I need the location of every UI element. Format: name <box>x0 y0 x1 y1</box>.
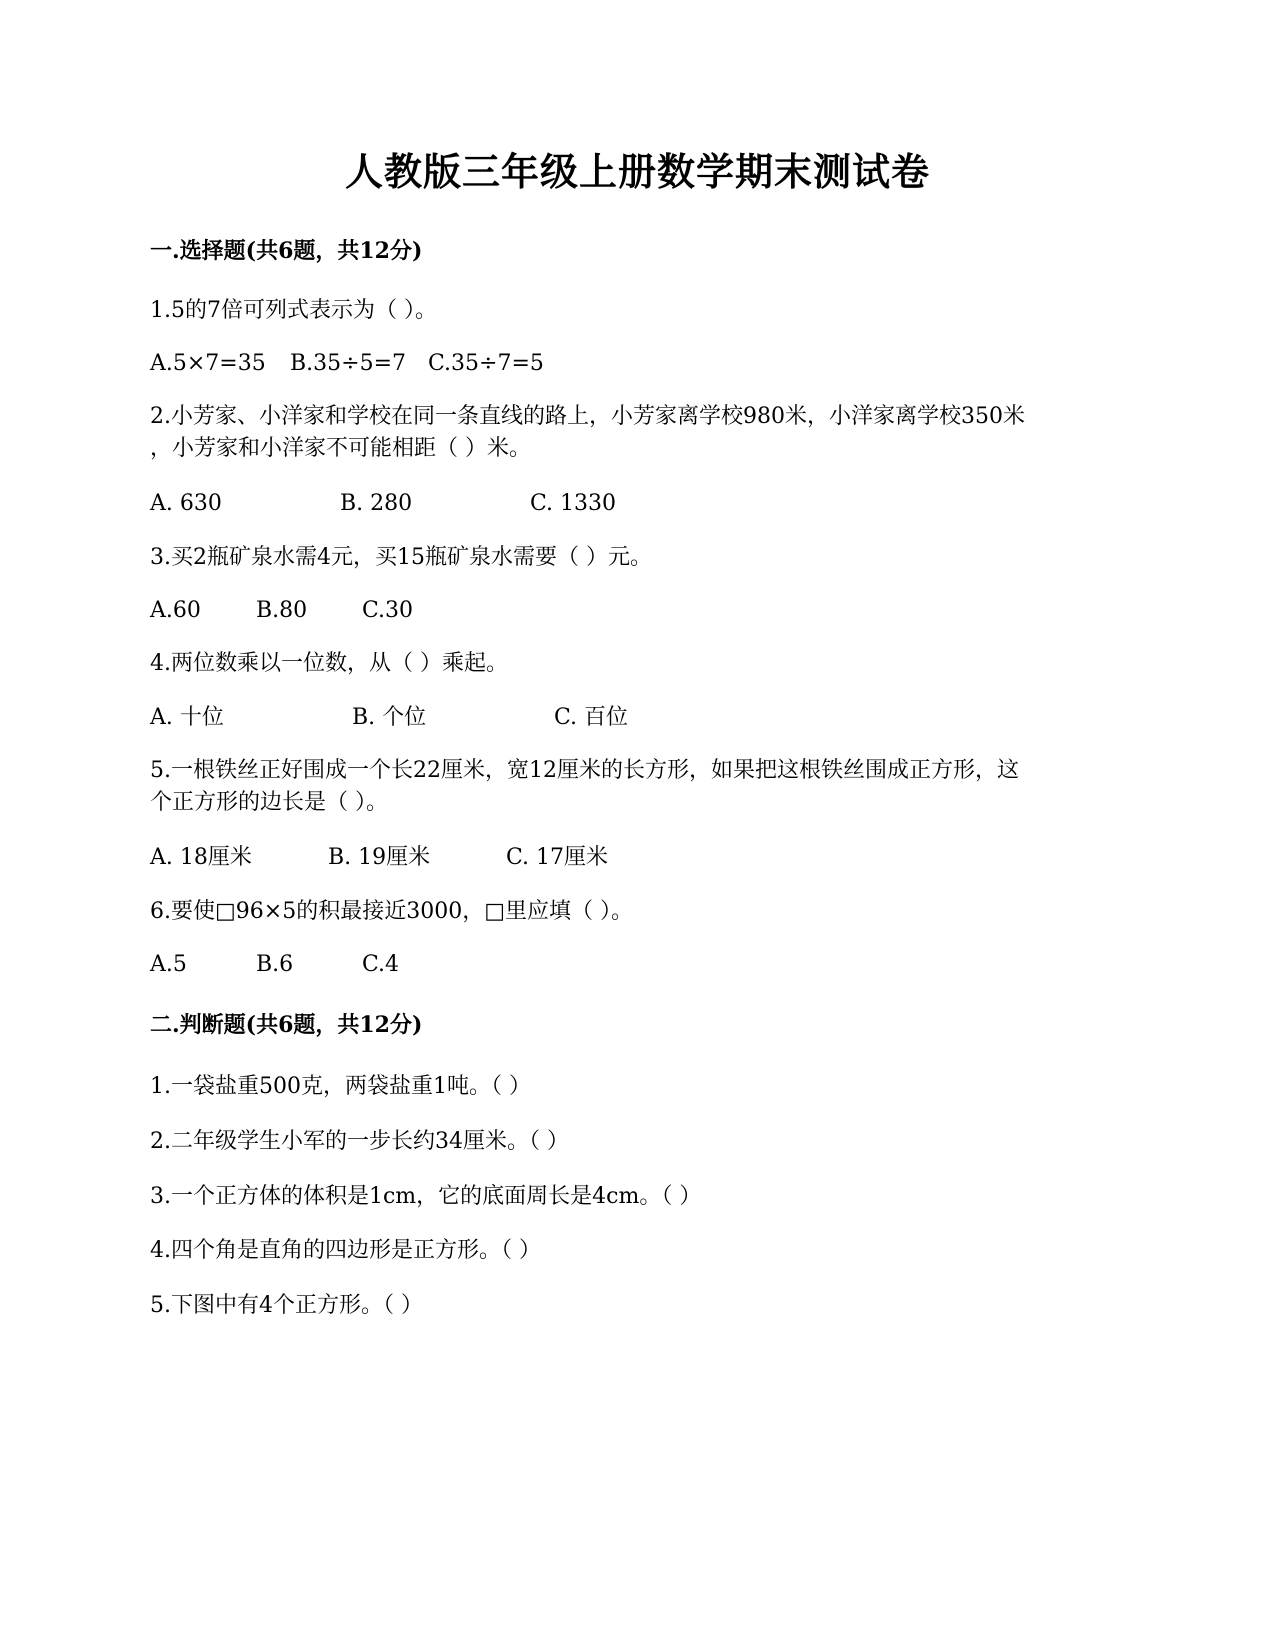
section-heading-choice: 一.选择题(共6题，共12分) <box>150 238 423 264</box>
option-b: B. 280 <box>340 491 413 516</box>
option-b: B. 19厘米 <box>328 845 431 870</box>
question-text: 4.两位数乘以一位数，从（ ）乘起。 <box>150 651 508 676</box>
section-heading-true-false: 二.判断题(共6题，共12分) <box>150 1012 423 1038</box>
option-c: C.4 <box>362 952 400 977</box>
option-b: B.35÷5=7 <box>290 351 407 376</box>
option-c: C. 17厘米 <box>506 845 609 870</box>
question-text: 6.要使□96×5的积最接近3000，□里应填（ ）。 <box>150 899 633 924</box>
option-b: B.6 <box>256 952 294 977</box>
option-b: B.80 <box>256 598 308 623</box>
question-text-continued: 个正方形的边长是（ ）。 <box>150 790 388 815</box>
option-a: A. 十位 <box>150 705 224 730</box>
judgement-question: 4.四个角是直角的四边形是正方形。（ ） <box>150 1238 541 1263</box>
option-c: C.35÷7=5 <box>428 351 544 376</box>
question-text: 5.一根铁丝正好围成一个长22厘米，宽12厘米的长方形，如果把这根铁丝围成正方形，这 <box>150 758 1019 783</box>
option-c: C. 百位 <box>554 705 629 730</box>
option-a: A. 630 <box>150 491 222 516</box>
option-a: A.5 <box>150 952 187 977</box>
exam-title: 人教版三年级上册数学期末测试卷 <box>344 149 930 194</box>
judgement-question: 2.二年级学生小军的一步长约34厘米。（ ） <box>150 1129 569 1154</box>
judgement-question: 5.下图中有4个正方形。（ ） <box>150 1293 423 1318</box>
option-a: A. 18厘米 <box>150 845 252 870</box>
judgement-question: 3.一个正方体的体积是1cm，它的底面周长是4cm。（ ） <box>150 1184 702 1209</box>
option-a: A.5×7=35 <box>150 351 266 376</box>
option-b: B. 个位 <box>352 705 427 730</box>
option-c: C.30 <box>362 598 414 623</box>
question-text: 3.买2瓶矿泉水需4元，买15瓶矿泉水需要（ ）元。 <box>150 545 652 570</box>
option-a: A.60 <box>150 598 201 623</box>
question-text: 2.小芳家、小洋家和学校在同一条直线的路上，小芳家离学校980米，小洋家离学校350米 <box>150 404 1025 429</box>
judgement-question: 1.一袋盐重500克，两袋盐重1吨。（ ） <box>150 1074 531 1099</box>
question-text: 1.5的7倍可列式表示为（ ）。 <box>150 298 437 323</box>
question-text-continued: ，小芳家和小洋家不可能相距（ ）米。 <box>150 436 531 461</box>
option-c: C. 1330 <box>530 491 617 516</box>
